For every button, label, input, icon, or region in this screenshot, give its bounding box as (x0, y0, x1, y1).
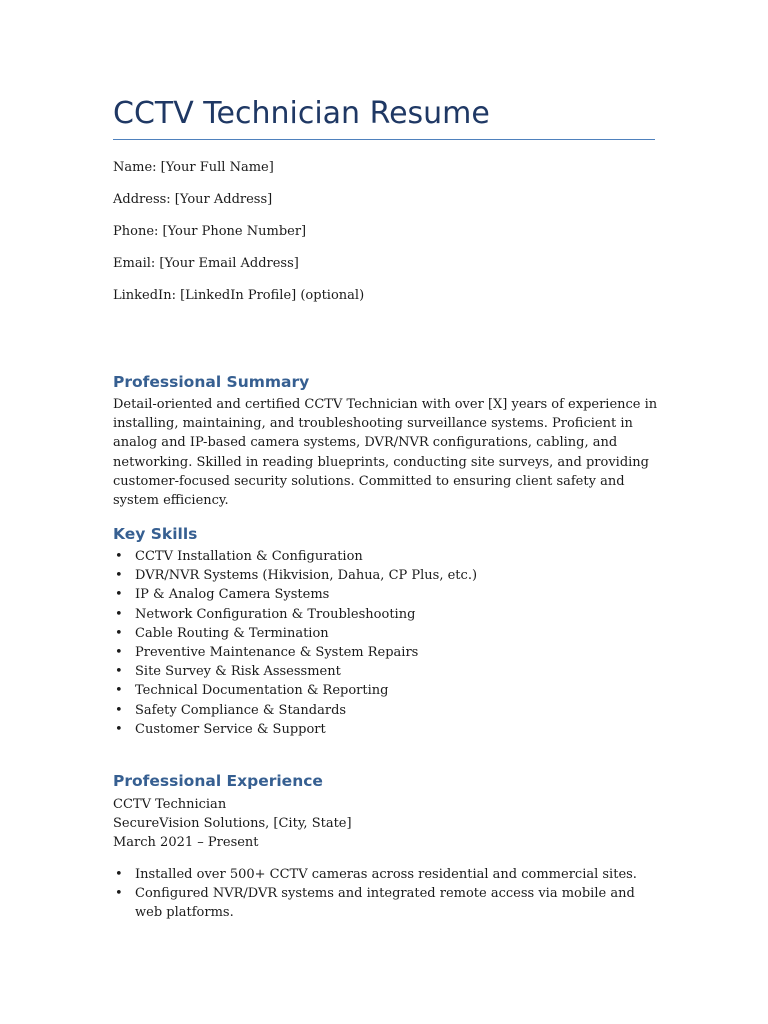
job-bullets (113, 865, 658, 923)
skill-text: Network Configuration & Troubleshooting (135, 606, 416, 622)
skill-text: CCTV Installation & Configuration (135, 549, 363, 564)
skill-text: DVR/NVR Systems (Hikvision, Dahua, CP Plus, etc.) (135, 568, 478, 584)
skill-text: Preventive Maintenance & System Repairs (135, 645, 419, 661)
contact-linkedin: LinkedIn: [LinkedIn Profile] (optional) (113, 288, 365, 303)
list-item (113, 547, 658, 566)
job-bullet-text: Configured NVR/DVR systems and integrated remote access via mobile and web platforms. (135, 886, 635, 921)
skill-text: Site Survey & Risk Assessment (135, 664, 341, 680)
bullet-icon: • (115, 549, 123, 564)
list-item (113, 865, 658, 884)
list-item (113, 884, 658, 922)
list-item (113, 701, 658, 720)
bullet-icon: • (115, 683, 123, 699)
contact-address: Address: [Your Address] (113, 192, 273, 207)
skills-list (113, 547, 658, 739)
job-role: CCTV Technician (113, 797, 227, 812)
list-item (113, 624, 658, 643)
list-item (113, 720, 658, 739)
contact-email: Email: [Your Email Address] (113, 256, 299, 271)
bullet-icon: • (115, 645, 123, 661)
skill-text: Customer Service & Support (135, 721, 326, 737)
summary-heading: Professional Summary (113, 373, 310, 391)
bullet-icon: • (115, 625, 123, 641)
skill-text: IP & Analog Camera Systems (135, 587, 330, 603)
bullet-icon: • (115, 867, 123, 882)
job-details (113, 795, 352, 853)
contact-name: Name: [Your Full Name] (113, 160, 274, 175)
summary-text: Detail-oriented and certified CCTV Technician with over [X] years of experience in installing, maintaining, and troubleshooting surveillance systems. Proficient in analog and IP-based camera systems, DVR/NVR configurations, cabling, and networking. Skilled in reading blueprints, conducting site surveys, and providing customer-focused security solutions. Committed to ensuring client safety and system efficiency. (113, 397, 658, 509)
title-underline (113, 139, 655, 140)
job-bullet-text: Installed over 500+ CCTV cameras across residential and commercial sites. (135, 867, 637, 882)
skills-heading: Key Skills (113, 525, 198, 543)
bullet-icon: • (115, 664, 123, 680)
contact-phone: Phone: [Your Phone Number] (113, 224, 307, 239)
bullet-icon: • (115, 587, 123, 603)
bullet-icon: • (115, 702, 123, 718)
skill-text: Safety Compliance & Standards (135, 702, 347, 718)
bullet-icon: • (115, 606, 123, 622)
list-item (113, 681, 658, 700)
list-item (113, 585, 658, 604)
skill-text: Technical Documentation & Reporting (135, 683, 389, 699)
document-title: CCTV Technician Resume (113, 96, 490, 131)
experience-heading: Professional Experience (113, 772, 323, 790)
skill-text: Cable Routing & Termination (135, 625, 329, 641)
bullet-icon: • (115, 721, 123, 737)
job-dates: March 2021 – Present (113, 835, 259, 851)
bullet-icon: • (115, 568, 123, 584)
job-company: SecureVision Solutions, [City, State] (113, 816, 352, 832)
list-item (113, 643, 658, 662)
bullet-icon: • (115, 886, 123, 902)
list-item (113, 566, 658, 585)
list-item (113, 605, 658, 624)
contact-info (113, 158, 364, 318)
list-item (113, 662, 658, 681)
